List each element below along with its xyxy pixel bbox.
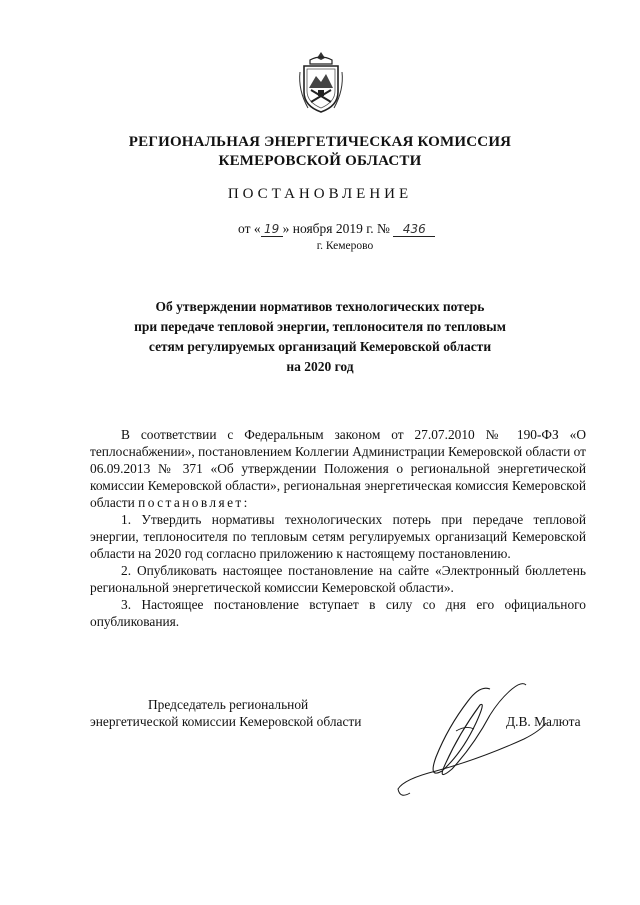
document-type: ПОСТАНОВЛЕНИЕ — [227, 186, 413, 202]
document-title-line3: сетям регулируемых организаций Кемеровской области — [148, 339, 492, 354]
handwritten-signature — [340, 675, 560, 805]
signatory-position-line2: энергетической комиссии Кемеровской области — [90, 714, 362, 729]
item-1: 1. Утвердить нормативы технологических потерь при передаче тепловой энергии, теплоносителя по тепловым сетям регулируемых организаций Кемеровской области на 2020 год согласно приложению к настоящему постановлению. — [90, 512, 586, 561]
organization-name-line1: РЕГИОНАЛЬНАЯ ЭНЕРГЕТИЧЕСКАЯ КОМИССИЯ — [128, 134, 512, 150]
item-3: 3. Настоящее постановление вступает в силу со дня его официального опубликования. — [90, 597, 586, 629]
document-number-handwritten: 436 — [393, 222, 435, 237]
preamble-paragraph — [90, 426, 586, 511]
date-month-year: » ноября 2019 г. № — [282, 221, 390, 236]
date-line — [238, 221, 435, 237]
item-2: 2. Опубликовать настоящее постановление на сайте «Электронный бюллетень региональной энергетической комиссии Кемеровской области». — [90, 563, 586, 595]
document-body — [90, 426, 586, 630]
preamble-text: В соответствии с Федеральным законом от 27.07.2010 № 190-ФЗ «О теплоснабжении», постановлением Коллегии Администрации Кемеровской области от 06.09.2013 № 371 «Об утверждении Положения о региональной энергетической комиссии Кемеровской области», региональная энергетическая комиссия Кемеровской области — [90, 427, 586, 510]
document-title-line4: на 2020 год — [286, 359, 354, 374]
city-label: г. Кемерово — [316, 240, 374, 252]
resolves-word: постановляет: — [138, 495, 250, 510]
signatory-position-line1: Председатель региональной — [148, 697, 309, 712]
organization-name-line2: КЕМЕРОВСКОЙ ОБЛАСТИ — [218, 153, 422, 169]
date-prefix: от « — [238, 221, 261, 236]
signatory-name: Д.В. Малюта — [506, 714, 581, 729]
document-title-line1: Об утверждении нормативов технологических потерь — [155, 299, 485, 314]
document-title-line2: при передаче тепловой энергии, теплоносителя по тепловым — [134, 319, 506, 334]
date-day-handwritten: 19 — [261, 222, 283, 237]
coat-of-arms-emblem — [296, 50, 346, 116]
